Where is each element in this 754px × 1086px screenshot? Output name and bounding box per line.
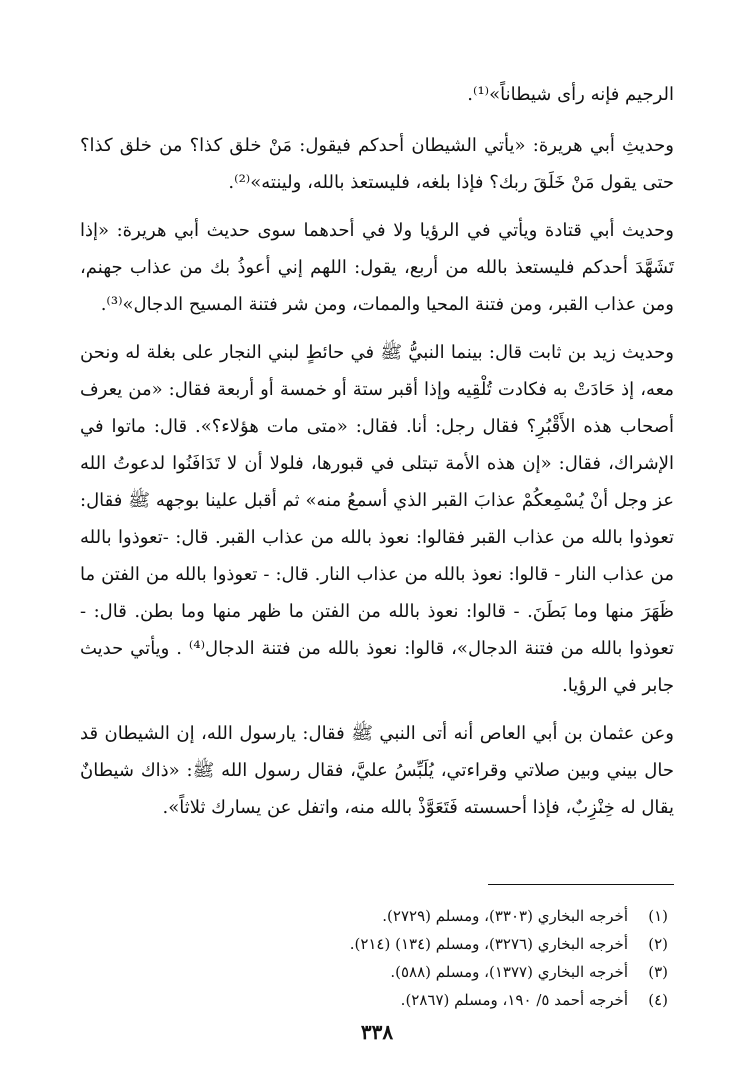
footnote: [80, 986, 668, 1014]
footnote-text: أخرجه أحمد ٥/ ١٩٠، ومسلم (٢٨٦٧).: [400, 991, 628, 1009]
footnote-number: (٤): [648, 991, 668, 1009]
footnote: [80, 958, 668, 986]
footnote: [80, 930, 668, 958]
paragraph: وحديث أبي قتادة ويأتي في الرؤيا ولا في أحدهما سوى حديث أبي هريرة: «إذا تَشَهَّدَ أحدكم فليستعذ بالله من أربع، يقول: اللهم إني أعوذُ بك من عذاب جهنم، ومن عذاب القبر، ومن فتنة المحيا والممات، ومن شر فتنة المسيح الدجال»⁽³⁾.: [80, 220, 674, 315]
footnote-number: (٢): [648, 935, 668, 953]
main-text: [80, 76, 674, 837]
paragraph: وعن عثمان بن أبي العاص أنه أتى النبي ﷺ فقال: يارسول الله، إن الشيطان قد حال بيني وبين صلاتي وقراءتي، يُلَبِّسُ عليَّ، فقال رسول الله ﷺ: «ذاك شيطانٌ يقال له خِنْزِبٌ، فإذا أحسسته فَتَعَوَّذْ بالله منه، واتفل عن يسارك ثلاثاً».: [80, 723, 674, 818]
footnote-number: (٣): [648, 963, 668, 981]
paragraph: وحديث زيد بن ثابت قال: بينما النبيُّ ﷺ في حائطٍ لبني النجار على بغلة له ونحن معه، إذ حَادَتْ به فكادت تُلْقِيه وإذا أقبر ستة أو خمسة أو أربعة فقال: «من يعرف أصحاب هذه الأَقْبُرِ؟ فقال رجل: أنا. فقال: «متى مات هؤلاء؟». قال: ماتوا في الإشراك، فقال: «إن هذه الأمة تبتلى في قبورها، فلولا أن لا تَدَافَنُوا لدعوتُ الله عز وجل أنْ يُسْمِعكُمْ عذابَ القبر الذي أسمعُ منه» ثم أقبل علينا بوجهه ﷺ فقال: تعوذوا بالله من عذاب القبر فقالوا: نعوذ بالله من عذاب القبر. قال: -تعوذوا بالله من عذاب النار - قالوا: نعوذ بالله من عذاب النار. قال: - تعوذوا بالله من الفتن ما ظَهَرَ منها وما بَطَنَ. - قالوا: نعوذ بالله من الفتن ما ظهر منها وما بطن. قال: - تعوذوا بالله من فتنة الدجال»، قالوا: نعوذ بالله من فتنة الدجال⁽⁴⁾ . ويأتي حديث جابر في الرؤيا.: [80, 342, 674, 696]
footnotes: [80, 902, 668, 1014]
paragraph: الرجيم فإنه رأى شيطاناً»⁽¹⁾.: [467, 84, 674, 105]
footnote: [80, 902, 668, 930]
footnote-number: (١): [648, 907, 668, 925]
footnote-divider: [488, 884, 674, 885]
page-number: ٣٣٨: [360, 1020, 394, 1044]
footnote-text: أخرجه البخاري (٣٢٧٦)، ومسلم (١٣٤) (٢١٤).: [349, 935, 628, 953]
footnote-text: أخرجه البخاري (٣٣٠٣)، ومسلم (٢٧٢٩).: [382, 907, 628, 925]
paragraph: وحديثِ أبي هريرة: «يأتي الشيطان أحدكم فيقول: مَنْ خلق كذا؟ من خلق كذا؟ حتى يقول مَنْ خَلَقَ ربك؟ فإذا بلغه، فليستعذ بالله، ولينته»⁽²⁾.: [80, 135, 674, 193]
footnote-text: أخرجه البخاري (١٣٧٧)، ومسلم (٥٨٨).: [390, 963, 628, 981]
